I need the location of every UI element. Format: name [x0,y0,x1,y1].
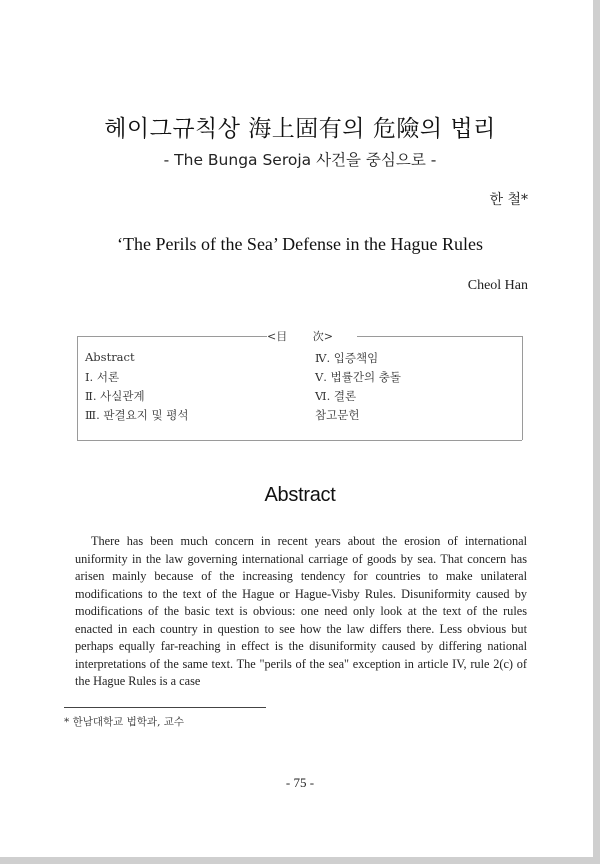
toc-item-burden-of-proof: Ⅳ. 입증책임 [315,351,379,365]
article-subtitle: - The Bunga Seroja 사건을 중심으로 - [163,151,437,169]
abstract-heading: Abstract [264,484,336,506]
toc-item-facts: Ⅱ. 사실관계 [85,389,145,403]
abstract-body: There has been much concern in recent years about the erosion of international uniformity in the law governing international carriage of goods by sea. That concern has arisen mainly because of the increasing tendency for countries to make unilateral modifications to the text of the Hague or Hague-Visby Rules. Disuniformity caused by modifications of the basic text is obvious: one need only look at the text of the rules enacted in each country in question to see how the law differs there. Less obvious but perhaps equally far-reaching in effect is the disuniformity caused by differing national interpretations of the same text. The "perils of the sea" exception in article IV, rule 2(c) of the Hague Rules is a case [75,534,527,688]
toc-item-introduction: Ⅰ. 서론 [85,370,120,384]
toc-bottom-rule [77,440,522,441]
page-edge-bottom [0,857,600,864]
table-of-contents [77,330,522,440]
toc-left-rule [77,336,78,440]
author-korean: 한 철* [489,192,528,208]
toc-item-conclusion: Ⅵ. 결론 [315,389,357,403]
toc-right-rule [522,336,523,440]
footnote-rule [64,707,266,708]
page-number: - 75 - [285,775,315,790]
article-title: 헤이그규칙상 海上固有의 危險의 법리 [104,116,496,142]
toc-item-conflict-of-laws: Ⅴ. 법률간의 충돌 [315,370,401,384]
author-english: Cheol Han [467,278,528,293]
toc-item-references: 참고문헌 [315,408,360,422]
toc-item-abstract: Abstract [85,350,135,364]
article-title-english: ‘The Perils of the Sea’ Defense in the Hague Rules [116,234,484,254]
footnote: * 한남대학교 법학과, 교수 [64,716,185,728]
toc-heading: <目 次> [267,328,357,344]
toc-item-judgment: Ⅲ. 판결요지 및 평석 [85,408,189,422]
